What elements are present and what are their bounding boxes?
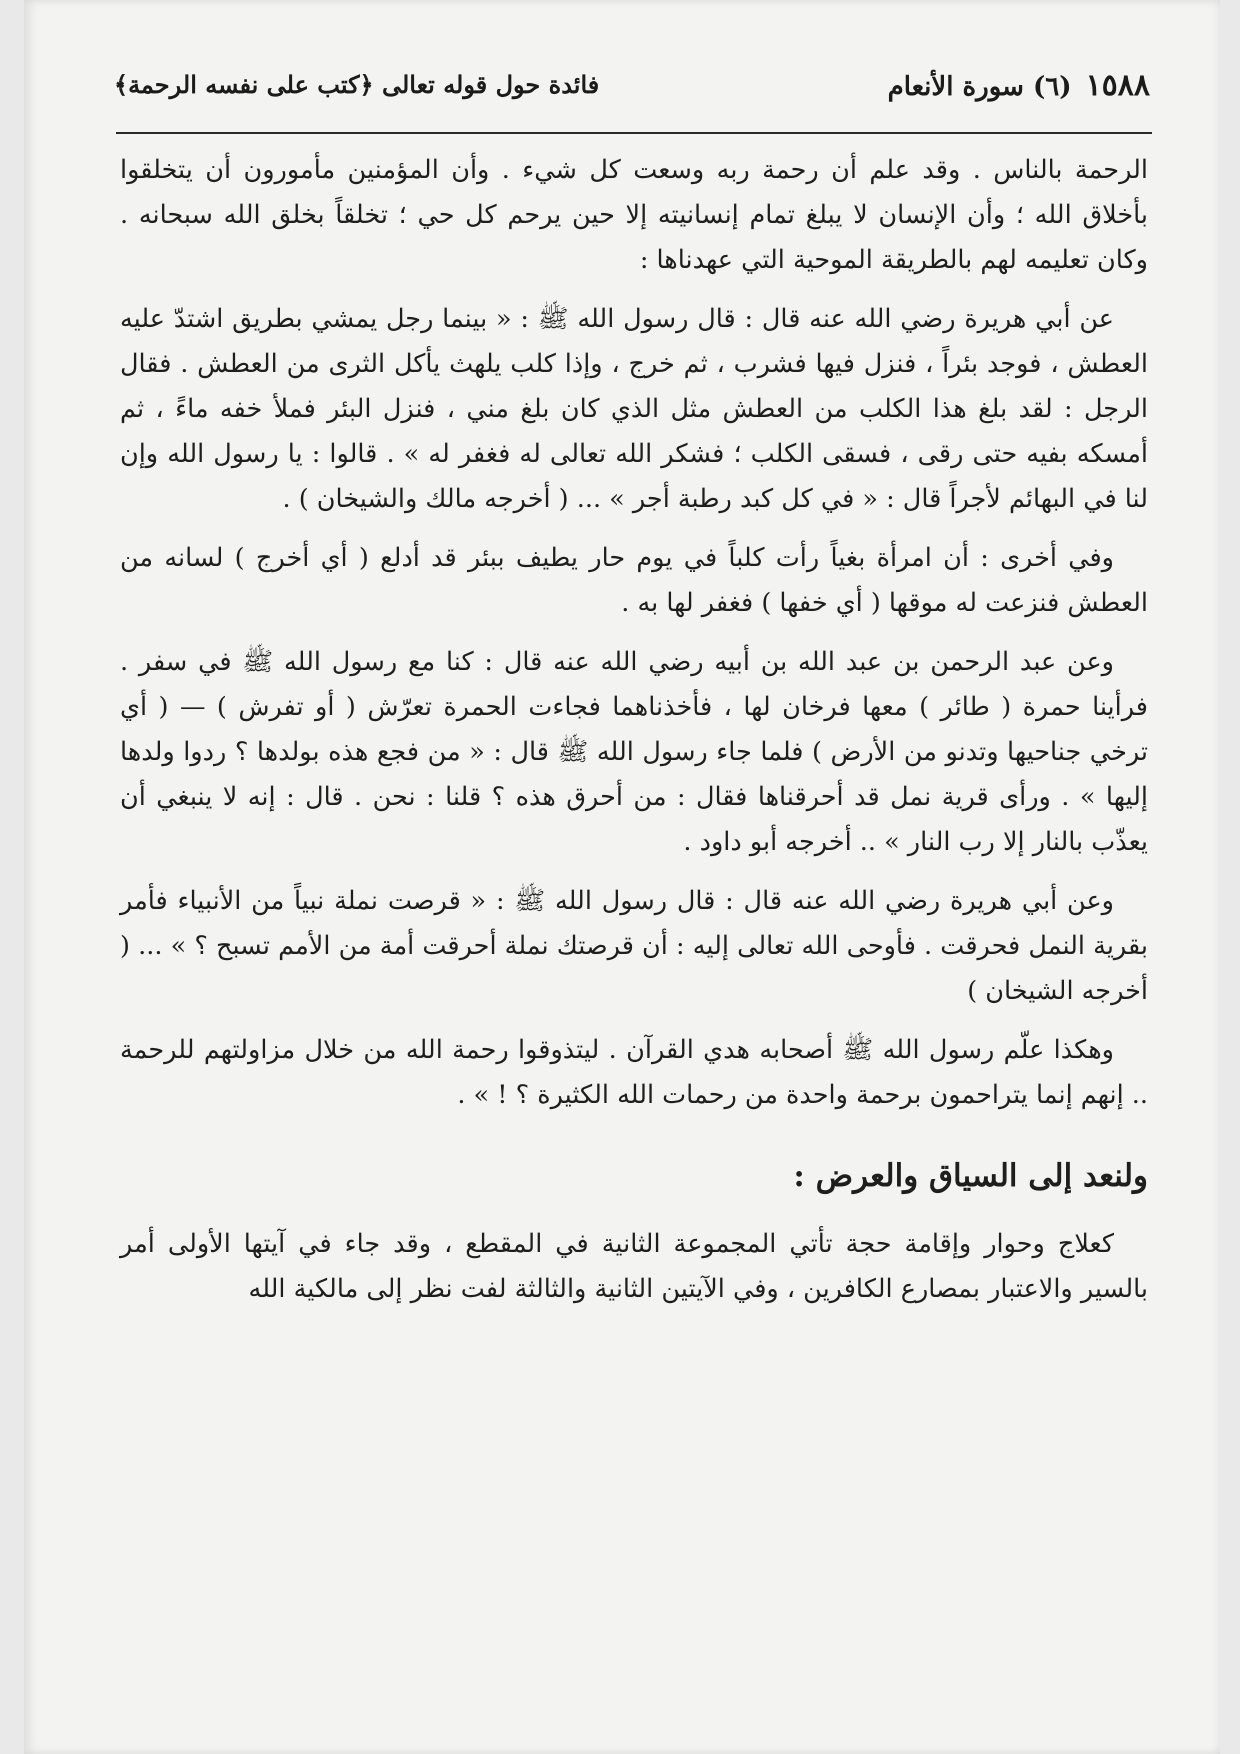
paragraph-4: وعن عبد الرحمن بن عبد الله بن أبيه رضي الله عنه قال : كنا مع رسول الله ﷺ في سفر . فرأينا حمرة ( طائر ) معها فرخان لها ، فأخذناهما فجاءت الحمرة تعرّش ( أو تفرش ) — ( أي ترخي جناحيها وتدنو من الأرض ) فلما جاء رسول الله ﷺ قال : « من فجع هذه بولدها ؟ ردوا ولدها إليها » . ورأى قرية نمل قد أحرقناها فقال : من أحرق هذه ؟ قلنا : نحن . قال : إنه لا ينبغي أن يعذّب بالنار إلا رب النار » .. أخرجه أبو داود .: [120, 647, 1148, 857]
paragraph-3: وفي أخرى : أن امرأة بغياً رأت كلباً في يوم حار يطيف ببئر قد أدلع ( أي أخرج ) لسانه من العطش فنزعت له موقها ( أي خفها ) فغفر لها به .: [120, 543, 1148, 618]
paragraph-7: كعلاج وحوار وإقامة حجة تأتي المجموعة الثانية في المقطع ، وقد جاء في آيتها الأولى أمر بالسير والاعتبار بمصارع الكافرين ، وفي الآيتين الثانية والثالثة لفت نظر إلى مالكية الله: [120, 1229, 1148, 1304]
header-topic: فائدة حول قوله تعالى ﴿كتب على نفسه الرحمة﴾: [114, 70, 600, 99]
paragraph-5: وعن أبي هريرة رضي الله عنه قال : قال رسول الله ﷺ : « قرصت نملة نبياً من الأنبياء فأمر بقرية النمل فحرقت . فأوحى الله تعالى إليه : أن قرصتك نملة أحرقت أمة من الأمم تسبح ؟ » ... ( أخرجه الشيخان ): [120, 886, 1148, 1006]
page-number: ١٥٨٨: [1085, 68, 1150, 103]
book-page: [24, 0, 1220, 1754]
paragraph-2: عن أبي هريرة رضي الله عنه قال : قال رسول الله ﷺ : « بينما رجل يمشي بطريق اشتدّ عليه العطش ، فوجد بئراً ، فنزل فيها فشرب ، ثم خرج ، وإذا كلب يلهث يأكل الثرى من العطش . فقال الرجل : لقد بلغ هذا الكلب من العطش مثل الذي كان بلغ مني ، فنزل البئر فملأ خفه ماءً ، ثم أمسكه بفيه حتى رقى ، فسقى الكلب ؛ فشكر الله تعالى له فغفر له » . قالوا : يا رسول الله وإن لنا في البهائم لأجراً قال : « في كل كبد رطبة أجر » ... ( أخرجه مالك والشيخان ) .: [120, 304, 1148, 514]
running-header: [114, 60, 1150, 110]
paragraph-6: وهكذا علّم رسول الله ﷺ أصحابه هدي القرآن . ليتذوقوا رحمة الله من خلال مزاولتهم للرحمة .. إنهم إنما يتراحمون برحمة واحدة من رحمات الله الكثيرة ؟ ! » .: [120, 1035, 1148, 1110]
page-body: [120, 148, 1148, 1326]
surah-name: (٦) سورة الأنعام: [887, 72, 1072, 102]
paragraph-1: الرحمة بالناس . وقد علم أن رحمة ربه وسعت كل شيء . وأن المؤمنين مأمورون أن يتخلقوا بأخلاق الله ؛ وأن الإنسان لا يبلغ تمام إنسانيته إلا حين يرحم كل حي ؛ تخلقاً بخلق الله سبحانه . وكان تعليمه لهم بالطريقة الموحية التي عهدناها :: [120, 155, 1148, 275]
header-right: [888, 68, 1150, 103]
section-heading: ولنعد إلى السياق والعرض :: [793, 1158, 1148, 1194]
header-rule: [116, 132, 1152, 134]
